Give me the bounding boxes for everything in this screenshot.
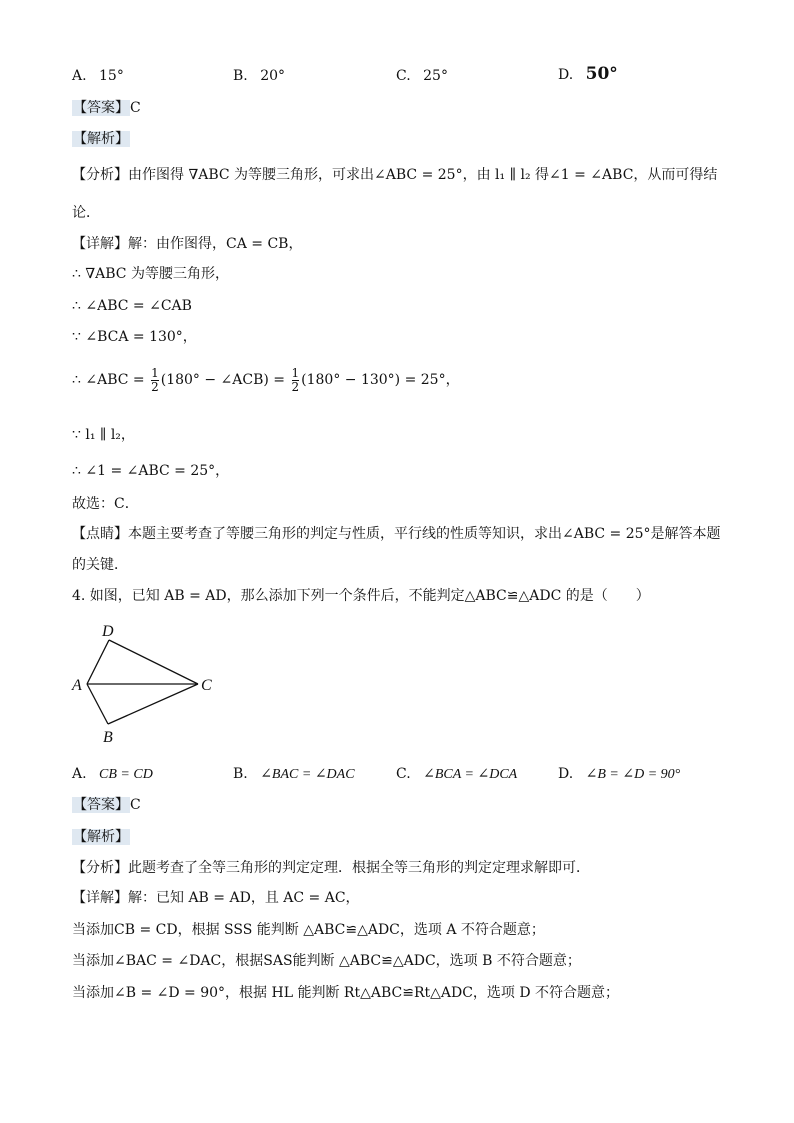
- q3-fenxi: [72, 165, 717, 185]
- q3-option-d: [558, 64, 618, 85]
- dianjing-tag: 【点睛】: [72, 526, 128, 542]
- q3-step-6: ∴ ∠1 = ∠ABC = 25°，: [72, 463, 230, 479]
- q4-option-c: [396, 764, 517, 785]
- q4-figure-quadrilateral: [66, 618, 226, 748]
- q3-step-7: 故选：C．: [72, 496, 139, 512]
- segment-bc: [108, 684, 198, 724]
- q3-answer: [72, 98, 141, 118]
- vertex-label-a: A: [72, 677, 82, 694]
- analysis-tag: 【解析】: [73, 131, 129, 147]
- dianjing-text: 本题主要考查了等腰三角形的判定与性质，平行线的性质等知识，求出∠ABC = 25°是解答本题: [128, 526, 721, 542]
- q3-option-b: [233, 66, 285, 86]
- q4-line-a: 当添加CB = CD，根据 SSS 能判断 △ABC≌△ADC，选项 A 不符合题意；: [72, 922, 545, 938]
- step-4-post: (180° − 130°) = 25°，: [301, 372, 460, 388]
- frac-den: 2: [291, 379, 300, 394]
- answer-tag: 【答案】: [73, 797, 129, 813]
- frac-den: 2: [151, 379, 159, 394]
- q4-option-d: [558, 764, 680, 785]
- fenxi-tag: 【分析】: [72, 860, 128, 876]
- q4-fenxi: [72, 858, 590, 878]
- vertex-label-d: D: [102, 623, 114, 640]
- frac-num: 1: [151, 365, 159, 380]
- step-4-mid: (180° − ∠ACB) =: [160, 372, 286, 388]
- fenxi-tag: 【分析】: [72, 167, 128, 183]
- xiangjie-tag: 【详解】: [72, 236, 128, 252]
- q3-option-a: [72, 66, 124, 86]
- step-4-pre: ∴ ∠ABC =: [72, 372, 145, 388]
- q4-stem: 4. 如图，已知 AB = AD，那么添加下列一个条件后，不能判定△ABC≌△ADC 的是（ ）: [72, 588, 650, 604]
- q3-fenxi-cont: 论．: [72, 205, 100, 221]
- option-letter: C.: [396, 766, 411, 782]
- option-letter: B.: [233, 68, 248, 84]
- q3-step-2: ∴ ∠ABC = ∠CAB: [72, 298, 192, 314]
- q3-step-4: [72, 365, 460, 395]
- vertex-label-b: B: [103, 729, 113, 746]
- q4-answer: [72, 795, 141, 815]
- option-letter: D.: [558, 766, 574, 782]
- q4-option-a: [72, 764, 153, 785]
- xiangjie-tag: 【详解】: [72, 890, 128, 906]
- q3-step-3: ∵ ∠BCA = 130°，: [72, 329, 197, 345]
- q3-dianjing: [72, 524, 721, 544]
- option-text: 20°: [260, 68, 286, 84]
- q3-xiangjie: [72, 234, 302, 254]
- q4-xiangjie: [72, 888, 360, 908]
- segment-ad: [87, 640, 109, 684]
- vertex-label-c: C: [201, 677, 212, 694]
- fraction-half: [151, 367, 159, 394]
- option-text: ∠BAC = ∠DAC: [260, 767, 355, 782]
- q4-option-b: [233, 764, 355, 785]
- option-text: 25°: [423, 68, 448, 84]
- fraction-half: [292, 367, 300, 394]
- q3-analysis-tag: [72, 129, 130, 149]
- answer-tag: 【答案】: [73, 100, 129, 116]
- option-text: ∠BCA = ∠DCA: [423, 767, 518, 782]
- analysis-tag: 【解析】: [73, 829, 129, 845]
- option-letter: C.: [396, 68, 411, 84]
- segment-dc: [109, 640, 198, 684]
- answer-value: C: [130, 100, 141, 116]
- q3-dianjing-cont: 的关键．: [72, 557, 128, 573]
- option-letter: B.: [233, 766, 248, 782]
- option-text: 15°: [99, 68, 124, 84]
- q4-line-d: 当添加∠B = ∠D = 90°，根据 HL 能判断 Rt△ABC≌Rt△ADC，选项 D 不符合题意；: [72, 985, 620, 1001]
- option-letter: D.: [558, 67, 574, 83]
- fenxi-text: 此题考查了全等三角形的判定定理．根据全等三角形的判定定理求解即可．: [128, 860, 590, 876]
- frac-num: 1: [291, 365, 300, 380]
- option-text: 50°: [585, 64, 618, 84]
- q4-analysis-tag: [72, 827, 130, 847]
- q3-step-5: ∵ l₁ ∥ l₂，: [72, 427, 135, 443]
- option-text: CB = CD: [99, 767, 153, 782]
- segment-ab: [87, 684, 108, 724]
- xiangjie-text: 解：已知 AB = AD，且 AC = AC，: [128, 890, 360, 906]
- option-letter: A.: [72, 68, 87, 84]
- option-text: ∠B = ∠D = 90°: [585, 767, 681, 782]
- q3-option-c: [396, 66, 448, 86]
- q4-line-b: 当添加∠BAC = ∠DAC，根据SAS能判断 △ABC≌△ADC，选项 B 不符合题意；: [72, 953, 581, 969]
- q3-step-1: ∴ ∇ABC 为等腰三角形，: [72, 266, 229, 282]
- option-letter: A.: [72, 766, 87, 782]
- answer-value: C: [130, 797, 141, 813]
- xiangjie-text: 解：由作图得，CA = CB，: [128, 236, 303, 252]
- fenxi-text: 由作图得 ∇ABC 为等腰三角形，可求出∠ABC = 25°，由 l₁ ∥ l₂ 得∠1 = ∠ABC，从而可得结: [128, 167, 718, 183]
